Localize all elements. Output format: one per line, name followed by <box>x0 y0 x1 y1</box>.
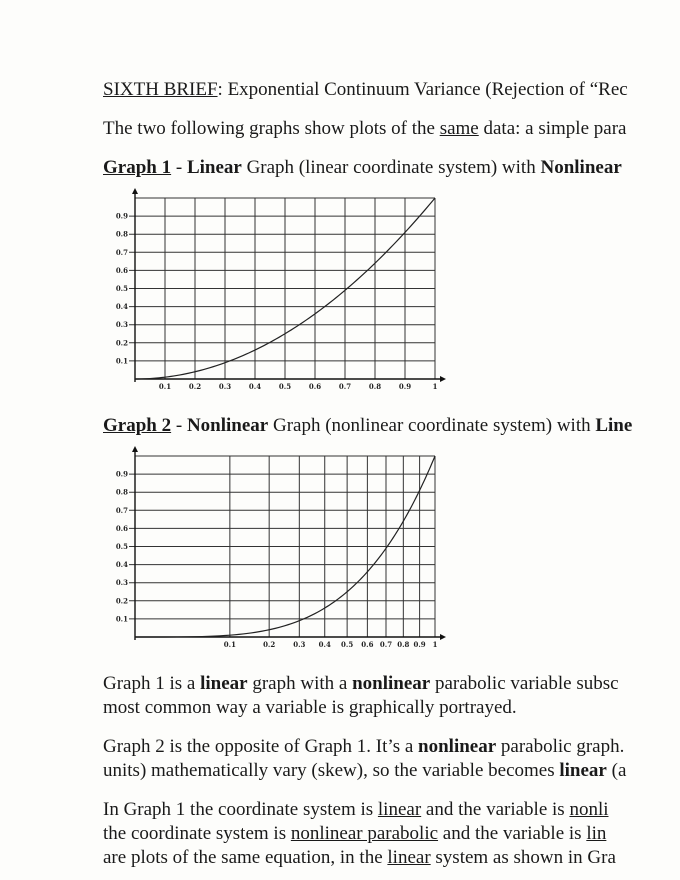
data-point <box>134 636 136 638</box>
y-tick-label: 0.6 <box>115 523 128 533</box>
data-point <box>404 232 406 234</box>
graph2-kind: Nonlinear <box>186 415 269 436</box>
para2-l2-seg2: (a <box>606 760 627 781</box>
intro-text-before: The two following graphs show plots of the <box>103 118 440 139</box>
graph2-dash: - <box>171 415 187 436</box>
x-tick-label: 1 <box>432 382 438 391</box>
para2-line2 <box>103 760 626 782</box>
brief-heading <box>103 79 628 101</box>
para2-l2-seg1: linear <box>559 760 607 781</box>
para1-l1-seg4: parabolic variable subsc <box>430 673 619 694</box>
para1-l1-seg3: nonlinear <box>352 673 431 694</box>
y-tick-label: 0.2 <box>115 596 128 606</box>
x-tick-label: 0.4 <box>248 382 262 391</box>
data-point <box>224 362 226 364</box>
data-point <box>403 520 405 522</box>
x-tick-label: 0.5 <box>278 382 292 391</box>
x-tick-label: 0.5 <box>341 640 354 649</box>
para2-line1 <box>103 736 624 758</box>
y-tick-label: 0.9 <box>115 211 128 221</box>
x-tick-label: 0.4 <box>318 640 331 649</box>
intro-text-after: data: a simple para <box>478 118 627 139</box>
graph1-variable: Nonlinear <box>540 157 622 178</box>
y-tick-label: 0.7 <box>115 247 128 257</box>
intro-sentence <box>103 118 626 140</box>
y-tick-label: 0.5 <box>115 542 128 551</box>
y-tick-label: 0.2 <box>115 338 128 348</box>
y-tick-label: 0.1 <box>115 356 128 366</box>
x-tick-label: 1 <box>432 640 438 649</box>
y-tick-label: 0.8 <box>115 487 128 497</box>
data-point <box>268 629 270 631</box>
y-tick-label: 0.4 <box>115 560 128 570</box>
para3-l1-seg1: linear <box>377 799 422 820</box>
para3-line3 <box>103 847 616 869</box>
data-point <box>194 371 196 373</box>
data-point <box>314 313 316 315</box>
graph1-kind: Linear <box>186 157 242 178</box>
x-tick-label: 0.7 <box>338 382 352 391</box>
y-tick-label: 0.3 <box>115 320 128 330</box>
y-tick-label: 0.9 <box>115 469 128 479</box>
data-point <box>284 333 286 335</box>
graph1-label: Graph 1 <box>103 157 172 178</box>
para3-line2 <box>103 823 606 845</box>
x-tick-label: 0.1 <box>223 640 236 649</box>
graph1-desc: Graph (linear coordinate system) with <box>241 157 541 178</box>
y-tick-label: 0.1 <box>115 614 128 624</box>
para2-l2-seg0: units) mathematically vary (skew), so the variable becomes <box>103 760 560 781</box>
x-tick-label: 0.8 <box>368 382 382 391</box>
data-point <box>229 634 231 636</box>
para2-l1-seg1: nonlinear <box>418 736 497 757</box>
x-tick-label: 0.7 <box>379 640 393 649</box>
para1-l1-seg2: graph with a <box>247 673 353 694</box>
para3-l2-seg1: nonlinear parabolic <box>290 823 439 844</box>
y-axis-arrow <box>132 188 138 194</box>
data-point <box>299 620 301 622</box>
y-tick-label: 0.5 <box>115 284 128 293</box>
x-tick-label: 0.1 <box>158 382 172 391</box>
y-tick-label: 0.6 <box>115 265 128 275</box>
graph2-chart <box>100 444 450 661</box>
heading-label: SIXTH BRIEF <box>103 79 218 100</box>
y-tick-label: 0.7 <box>115 505 128 515</box>
x-tick-label: 0.3 <box>293 640 306 649</box>
para1-line1 <box>103 673 619 695</box>
graph1-chart <box>100 186 450 403</box>
graph2-svg <box>100 444 450 656</box>
x-axis-arrow <box>440 634 446 640</box>
graph1-svg <box>100 186 450 398</box>
x-tick-label: 0.9 <box>413 640 426 649</box>
data-point <box>164 376 166 378</box>
data-point <box>385 548 387 550</box>
y-tick-label: 0.8 <box>115 229 128 239</box>
graph2-variable: Line <box>595 415 633 436</box>
x-tick-label: 0.2 <box>188 382 202 391</box>
graph2-label: Graph 2 <box>103 415 172 436</box>
x-tick-label: 0.6 <box>361 640 374 649</box>
x-tick-label: 0.9 <box>398 382 412 391</box>
x-tick-label: 0.3 <box>218 382 232 391</box>
data-point <box>434 197 436 199</box>
data-point <box>254 349 256 351</box>
x-tick-label: 0.8 <box>397 640 410 649</box>
data-point <box>374 262 376 264</box>
data-point <box>346 591 348 593</box>
para2-l1-seg0: Graph 2 is the opposite of Graph 1. It’s a <box>103 736 419 757</box>
para1-line2 <box>103 697 517 719</box>
para3-l3-seg2: system as shown in Gra <box>430 847 616 868</box>
data-point <box>419 490 421 492</box>
x-axis-arrow <box>440 376 446 382</box>
para1-l2-seg0: most common way a variable is graphically portrayed. <box>103 697 517 718</box>
data-point <box>324 607 326 609</box>
graph2-desc: Graph (nonlinear coordinate system) with <box>268 415 596 436</box>
y-tick-label: 0.4 <box>115 302 128 312</box>
para3-l2-seg0: the coordinate system is <box>103 823 291 844</box>
heading-text: : Exponential Continuum Variance (Rejection of “Rec <box>217 79 628 100</box>
graph2-caption <box>103 415 632 437</box>
x-tick-label: 0.6 <box>308 382 322 391</box>
para3-l1-seg2: and the variable is <box>421 799 570 820</box>
y-tick-label: 0.3 <box>115 578 128 588</box>
para2-l1-seg2: parabolic graph. <box>496 736 625 757</box>
y-axis-arrow <box>132 446 138 452</box>
intro-text-emphasis: same <box>439 118 479 139</box>
para3-l1-seg3: nonli <box>569 799 609 820</box>
graph1-caption <box>103 157 622 179</box>
x-tick-label: 0.2 <box>263 640 276 649</box>
para3-l3-seg1: linear <box>387 847 431 868</box>
para1-l1-seg1: linear <box>200 673 248 694</box>
para1-l1-seg0: Graph 1 is a <box>103 673 201 694</box>
graph1-dash: - <box>171 157 187 178</box>
para3-l1-seg0: In Graph 1 the coordinate system is <box>103 799 378 820</box>
para3-l3-seg0: are plots of the same equation, in the <box>103 847 388 868</box>
data-point <box>367 571 369 573</box>
para3-l2-seg3: lin <box>586 823 607 844</box>
data-point <box>134 378 136 380</box>
data-point <box>434 455 436 457</box>
para3-l2-seg2: and the variable is <box>438 823 587 844</box>
data-point <box>344 290 346 292</box>
para3-line1 <box>103 799 609 821</box>
